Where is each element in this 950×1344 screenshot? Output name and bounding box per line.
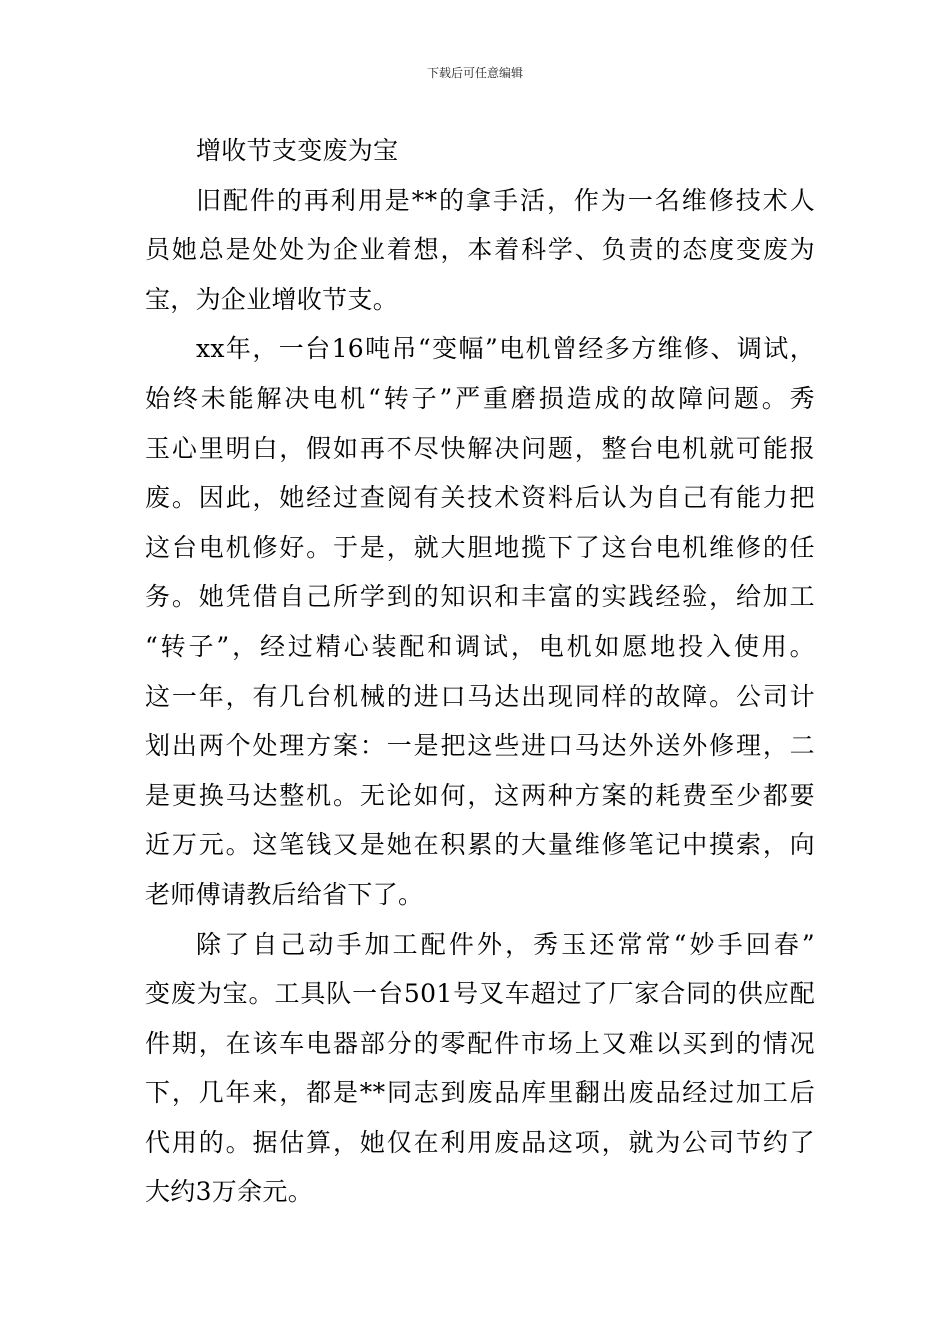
paragraph-line: 务。她凭借自己所学到的知识和丰富的实践经验，给加工 (145, 582, 815, 612)
paragraph-line: 这台电机修好。于是，就大胆地揽下了这台电机维修的任 (145, 532, 815, 562)
paragraph-line: “转子”，经过精心装配和调试，电机如愿地投入使用。 (145, 631, 815, 661)
paragraph-line: 代用的。据估算，她仅在利用废品这项，就为公司节约了 (145, 1127, 815, 1157)
document-body (145, 126, 815, 1217)
paragraph-3 (145, 920, 815, 1218)
paragraph-line: 除了自己动手加工配件外，秀玉还常常“妙手回春” (196, 929, 815, 959)
paragraph-line: 下，几年来，都是**同志到废品库里翻出废品经过加工后 (145, 1078, 815, 1108)
paragraph-line: 宝，为企业增收节支。 (145, 284, 399, 314)
paragraph-line: 变废为宝。工具队一台501号叉车超过了厂家合同的供应配 (145, 979, 815, 1009)
paragraph-line: 近万元。这笔钱又是她在积累的大量维修笔记中摸索，向 (145, 830, 815, 860)
paragraph-line: 员她总是处处为企业着想，本着科学、负责的态度变废为 (145, 235, 815, 265)
page-header: 下载后可任意编辑 (426, 66, 523, 80)
paragraph-line: 划出两个处理方案：一是把这些进口马达外送外修理，二 (145, 731, 815, 761)
paragraph-2 (145, 324, 815, 919)
document-title: 增收节支变废为宝 (196, 136, 399, 165)
paragraph-line: 玉心里明白，假如再不尽快解决问题，整台电机就可能报 (145, 433, 815, 463)
paragraph-line: xx年，一台16吨吊“变幅”电机曾经多方维修、调试， (196, 334, 815, 364)
paragraph-line: 老师傅请教后给省下了。 (145, 879, 424, 909)
paragraph-line: 始终未能解决电机“转子”严重磨损造成的故障问题。秀 (145, 383, 815, 413)
paragraph-line: 废。因此，她经过查阅有关技术资料后认为自己有能力把 (145, 483, 815, 513)
paragraph-line: 这一年，有几台机械的进口马达出现同样的故障。公司计 (145, 681, 815, 711)
paragraph-1 (145, 176, 815, 325)
paragraph-line: 件期，在该车电器部分的零配件市场上又难以买到的情况 (145, 1028, 815, 1058)
paragraph-line: 旧配件的再利用是**的拿手活，作为一名维修技术人 (196, 185, 815, 215)
paragraph-line: 是更换马达整机。无论如何，这两种方案的耗费至少都要 (145, 780, 815, 810)
paragraph-line: 大约3万余元。 (145, 1177, 314, 1207)
